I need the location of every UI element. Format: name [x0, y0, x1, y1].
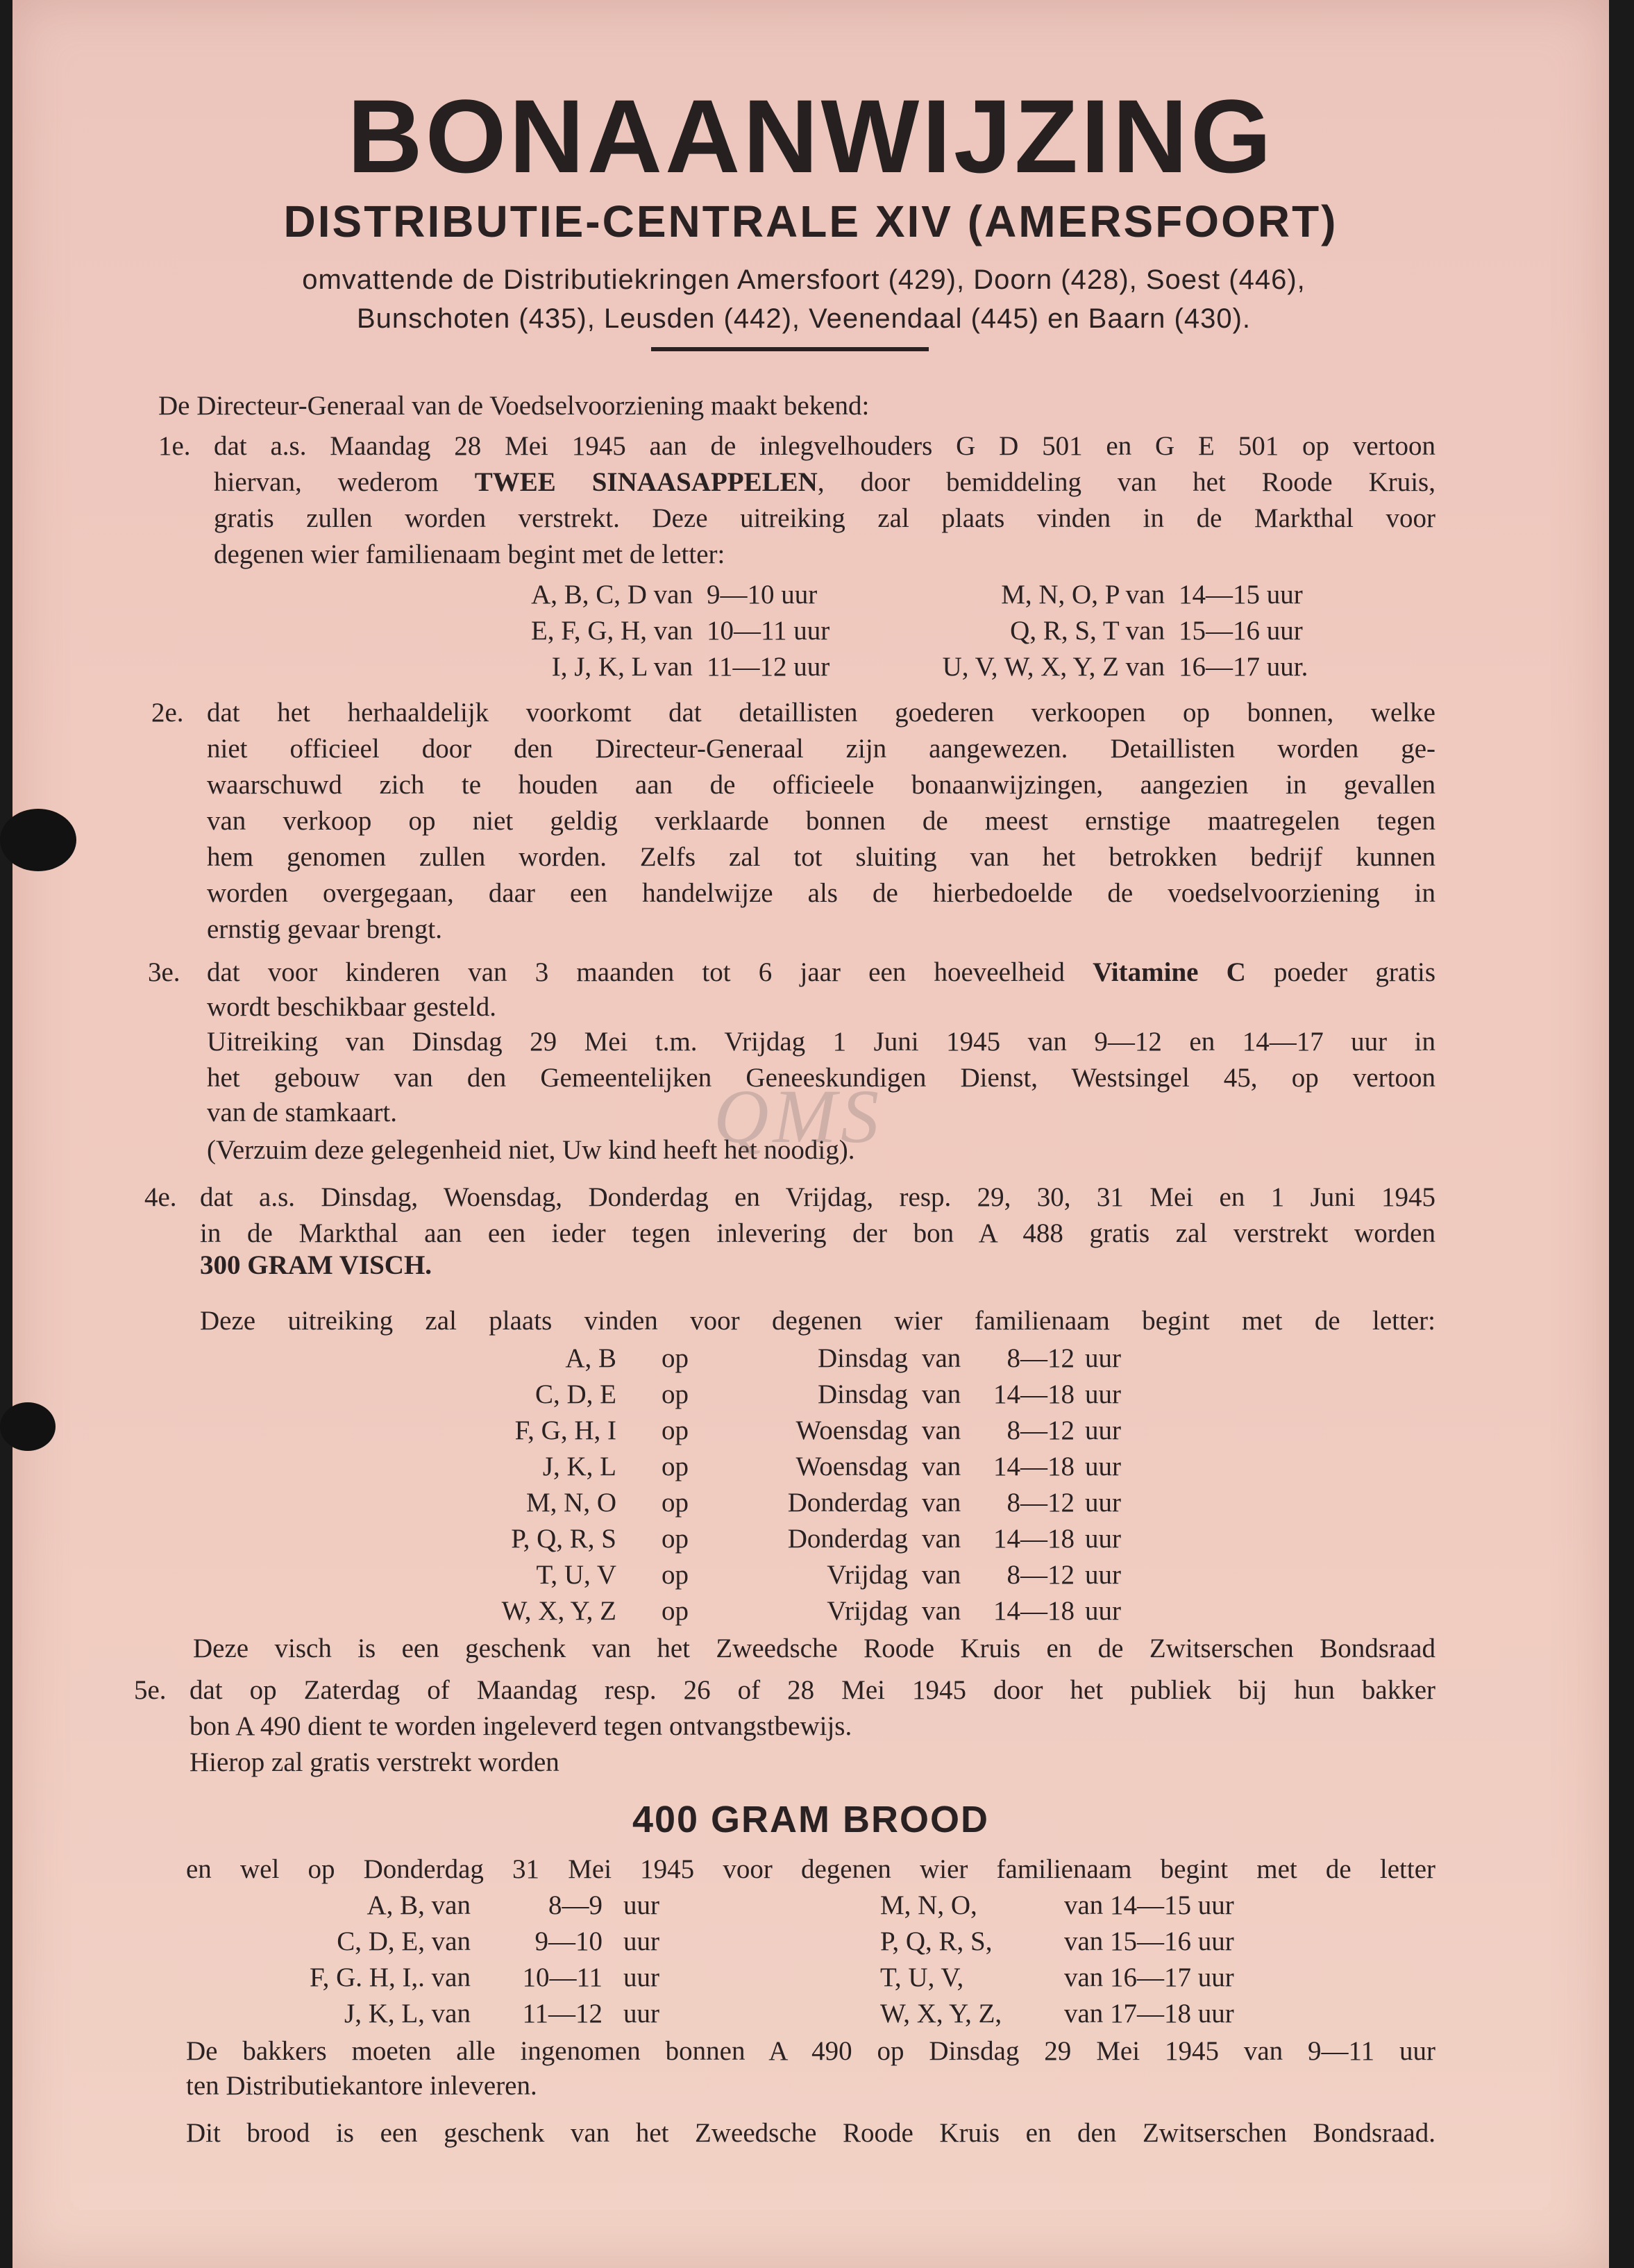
section-3-line: (Verzuim deze gelegenheid niet, Uw kind heeft het noodig).: [207, 1135, 855, 1165]
schedule-row: [12, 651, 1609, 687]
section-3-line: wordt beschikbaar gesteld.: [207, 992, 496, 1022]
section-4-line: dat a.s. Dinsdag, Woensdag, Donderdag en Vrijdag, resp. 29, 30, 31 Mei en 1 Juni 1945: [200, 1182, 1435, 1212]
uur-cell: uur: [623, 1890, 659, 1920]
section-2-line: niet officieel door den Directeur-Generaal zijn aangewezen. Detaillisten worden ge-: [207, 734, 1435, 764]
van-cell: van: [922, 1524, 961, 1554]
letters-cell: J, K, L: [542, 1452, 616, 1481]
schedule-row: [12, 1523, 1609, 1559]
hours-cell: 8—12: [1006, 1560, 1075, 1590]
poster-subtitle: DISTRIBUTIE-CENTRALE XIV (AMERSFOORT): [283, 196, 1338, 246]
qms-watermark: QMS: [714, 1074, 884, 1159]
letters-cell: W, X, Y, Z,: [880, 1999, 1002, 2028]
letters-cell: P, Q, R, S,: [880, 1926, 993, 1956]
section-number: 2e.: [151, 698, 184, 728]
letters-cell: P, Q, R, S: [511, 1524, 616, 1554]
section-2-line: worden overgegaan, daar een handelwijze als de hierbedoelde de voedselvoorziening in: [207, 878, 1435, 908]
op-cell: op: [662, 1488, 689, 1518]
uur-cell: uur: [1085, 1596, 1121, 1626]
schedule-row: [12, 1379, 1609, 1415]
day-cell: Dinsdag: [818, 1343, 908, 1373]
letters-cell: C, D, E: [535, 1379, 616, 1409]
schedule-row: [12, 1890, 1609, 1926]
section-2-line: waarschuwd zich te houden aan de officieele bonaanwijzingen, aangezien in gevallen: [207, 770, 1435, 800]
time-cell: 9—10 uur: [707, 580, 818, 610]
hours-cell: 14—18: [993, 1524, 1075, 1554]
section-2-line: van verkoop op niet geldig verklaarde bonnen de meest ernstige maatregelen tegen: [207, 806, 1435, 836]
section-2-line: ernstig gevaar brengt.: [207, 914, 442, 944]
uur-cell: uur: [1085, 1452, 1121, 1481]
op-cell: op: [662, 1560, 689, 1590]
section-5-line: en wel op Donderdag 31 Mei 1945 voor degenen wier familienaam begint met de letter: [186, 1854, 1435, 1884]
coverage-line: Bunschoten (435), Leusden (442), Veenendaal (445) en Baarn (430).: [356, 303, 1252, 334]
time-cell: 16—17 uur.: [1179, 652, 1308, 682]
poster-title: BONAANWIJZING: [347, 78, 1274, 194]
hours-cell: 9—10: [534, 1926, 603, 1956]
hours-cell: 8—12: [1006, 1488, 1075, 1518]
day-cell: Vrijdag: [827, 1560, 908, 1590]
letters-cell: F, G, H, I: [514, 1416, 616, 1445]
van-cell: van: [922, 1379, 961, 1409]
section-1-line: dat a.s. Maandag 28 Mei 1945 aan de inlegvelhouders G D 501 en G E 501 op vertoon: [214, 431, 1435, 461]
letters-cell: E, F, G, H, van: [530, 616, 693, 646]
op-cell: op: [662, 1452, 689, 1481]
schedule-row: [12, 1595, 1609, 1631]
uur-cell: uur: [1085, 1524, 1121, 1554]
uur-cell: uur: [623, 1926, 659, 1956]
section-1-line: gratis zullen worden verstrekt. Deze uitreiking zal plaats vinden in de Markthal voor: [214, 503, 1435, 533]
section-3-line: [207, 957, 1435, 988]
van-cell: van: [922, 1596, 961, 1626]
section-2-line: hem genomen zullen worden. Zelfs zal tot sluiting van het betrokken bedrijf kunnen: [207, 842, 1435, 872]
section-3-line: van de stamkaart.: [207, 1098, 397, 1127]
letters-cell: M, N, O: [525, 1488, 616, 1518]
schedule-row: [12, 615, 1609, 651]
schedule-row: [12, 1998, 1609, 2034]
hours-cell: 14—18: [993, 1596, 1075, 1626]
section-1-text: , door bemiddeling van het Roode Kruis,: [817, 467, 1435, 497]
section-number: 3e.: [148, 957, 180, 987]
op-cell: op: [662, 1524, 689, 1554]
section-number: 5e.: [134, 1675, 167, 1705]
section-5-line: De bakkers moeten alle ingenomen bonnen A 490 op Dinsdag 29 Mei 1945 van 9—11 uur: [186, 2036, 1435, 2066]
op-cell: op: [662, 1596, 689, 1626]
bread-gift-note: Dit brood is een geschenk van het Zweedsche Roode Kruis en den Zwitserschen Bondsraad.: [186, 2118, 1435, 2148]
van-cell: van: [922, 1560, 961, 1590]
uur-cell: uur: [623, 1963, 659, 1992]
hours-cell: 14—18: [993, 1452, 1075, 1481]
van-cell: van: [922, 1416, 961, 1445]
coverage-text: [158, 260, 1449, 338]
uur-cell: uur: [623, 1999, 659, 2028]
uur-cell: uur: [1085, 1488, 1121, 1518]
letters-cell: A, B, van: [367, 1890, 471, 1920]
day-cell: Dinsdag: [818, 1379, 908, 1409]
schedule-row: [12, 579, 1609, 615]
oranges-schedule: [12, 579, 1609, 687]
schedule-row: [12, 1962, 1609, 1998]
letters-cell: F, G. H, I,. van: [310, 1963, 471, 1992]
letters-cell: T, U, V: [536, 1560, 616, 1590]
uur-cell: uur: [1085, 1379, 1121, 1409]
day-cell: Donderdag: [787, 1488, 908, 1518]
uur-cell: uur: [1085, 1560, 1121, 1590]
section-5-line: dat op Zaterdag of Maandag resp. 26 of 28 Mei 1945 door het publiek bij hun bakker: [189, 1675, 1435, 1705]
time-cell: 10—11 uur: [707, 616, 830, 646]
van-cell: van: [922, 1488, 961, 1518]
section-5-line: Hierop zal gratis verstrekt worden: [189, 1747, 559, 1777]
bread-schedule: [12, 1890, 1609, 2034]
section-3-line: het gebouw van den Gemeentelijken Geneeskundigen Dienst, Westsingel 45, op vertoon: [207, 1063, 1435, 1093]
section-3-text: dat voor kinderen van 3 maanden tot 6 jaar een hoeveelheid: [207, 957, 1093, 987]
hours-cell: 8—9: [548, 1890, 603, 1920]
hours-cell: 11—12: [522, 1999, 603, 2028]
vitamin-highlight: Vitamine C: [1093, 957, 1246, 987]
punch-hole-top: [0, 809, 76, 871]
coverage-line: omvattende de Distributiekringen Amersfoort (429), Doorn (428), Soest (446),: [302, 264, 1306, 295]
bread-heading: 400 GRAM BROOD: [632, 1799, 990, 1840]
letters-cell: A, B: [565, 1343, 616, 1373]
schedule-row: [12, 1559, 1609, 1595]
letters-cell: A, B, C, D van: [531, 580, 693, 610]
time-cell: van 15—16 uur: [1064, 1926, 1234, 1956]
letters-cell: C, D, E, van: [337, 1926, 471, 1956]
section-5-line: bon A 490 dient te worden ingeleverd tegen ontvangstbewijs.: [189, 1711, 852, 1741]
schedule-row: [12, 1451, 1609, 1487]
fish-schedule: [12, 1343, 1609, 1631]
letters-cell: U, V, W, X, Y, Z van: [942, 652, 1165, 682]
uur-cell: uur: [1085, 1416, 1121, 1445]
section-number: 4e.: [144, 1182, 177, 1212]
hours-cell: 8—12: [1006, 1343, 1075, 1373]
poster-sheet: [12, 0, 1609, 2268]
fish-gift-note: Deze visch is een geschenk van het Zweedsche Roode Kruis en de Zwitserschen Bondsraad: [193, 1633, 1435, 1663]
hours-cell: 8—12: [1006, 1416, 1075, 1445]
letters-cell: M, N, O,: [880, 1890, 977, 1920]
section-2-line: dat het herhaaldelijk voorkomt dat detaillisten goederen verkoopen op bonnen, welke: [207, 698, 1435, 728]
time-cell: van 16—17 uur: [1064, 1963, 1234, 1992]
uur-cell: uur: [1085, 1343, 1121, 1373]
title-divider: [651, 347, 929, 351]
letters-cell: W, X, Y, Z: [501, 1596, 616, 1626]
day-cell: Woensdag: [795, 1452, 908, 1481]
oranges-highlight: TWEE SINAASAPPELEN: [474, 467, 818, 497]
section-4-line: in de Markthal aan een ieder tegen inlevering der bon A 488 gratis zal verstrekt worden: [200, 1218, 1435, 1248]
op-cell: op: [662, 1416, 689, 1445]
section-3-text: poeder gratis: [1245, 957, 1436, 987]
schedule-row: [12, 1487, 1609, 1523]
day-cell: Woensdag: [795, 1416, 908, 1445]
van-cell: van: [922, 1452, 961, 1481]
letters-cell: M, N, O, P van: [1001, 580, 1165, 610]
section-1-line: [214, 467, 1435, 498]
day-cell: Donderdag: [787, 1524, 908, 1554]
hours-cell: 14—18: [993, 1379, 1075, 1409]
section-3-line: Uitreiking van Dinsdag 29 Mei t.m. Vrijdag 1 Juni 1945 van 9—12 en 14—17 uur in: [207, 1027, 1435, 1057]
hours-cell: 10—11: [522, 1963, 603, 1992]
letters-cell: J, K, L, van: [344, 1999, 471, 2028]
day-cell: Vrijdag: [827, 1596, 908, 1626]
section-number: 1e.: [158, 431, 191, 461]
time-cell: van 14—15 uur: [1064, 1890, 1234, 1920]
letters-cell: I, J, K, L van: [551, 652, 693, 682]
letters-cell: Q, R, S, T van: [1010, 616, 1165, 646]
section-5-line: ten Distributiekantore inleveren.: [186, 2071, 537, 2101]
van-cell: van: [922, 1343, 961, 1373]
section-1-line: degenen wier familienaam begint met de letter:: [214, 539, 725, 569]
section-1-text: hiervan, wederom: [214, 467, 475, 497]
schedule-row: [12, 1343, 1609, 1379]
section-4-line: Deze uitreiking zal plaats vinden voor degenen wier familienaam begint met de letter:: [200, 1306, 1435, 1336]
op-cell: op: [662, 1379, 689, 1409]
op-cell: op: [662, 1343, 689, 1373]
schedule-row: [12, 1415, 1609, 1451]
intro-text: De Directeur-Generaal van de Voedselvoorziening maakt bekend:: [158, 391, 870, 421]
fish-highlight: 300 GRAM VISCH.: [200, 1250, 432, 1280]
time-cell: 11—12 uur: [707, 652, 830, 682]
letters-cell: T, U, V,: [880, 1963, 964, 1992]
time-cell: van 17—18 uur: [1064, 1999, 1234, 2028]
schedule-row: [12, 1926, 1609, 1962]
time-cell: 15—16 uur: [1179, 616, 1303, 646]
time-cell: 14—15 uur: [1179, 580, 1303, 610]
